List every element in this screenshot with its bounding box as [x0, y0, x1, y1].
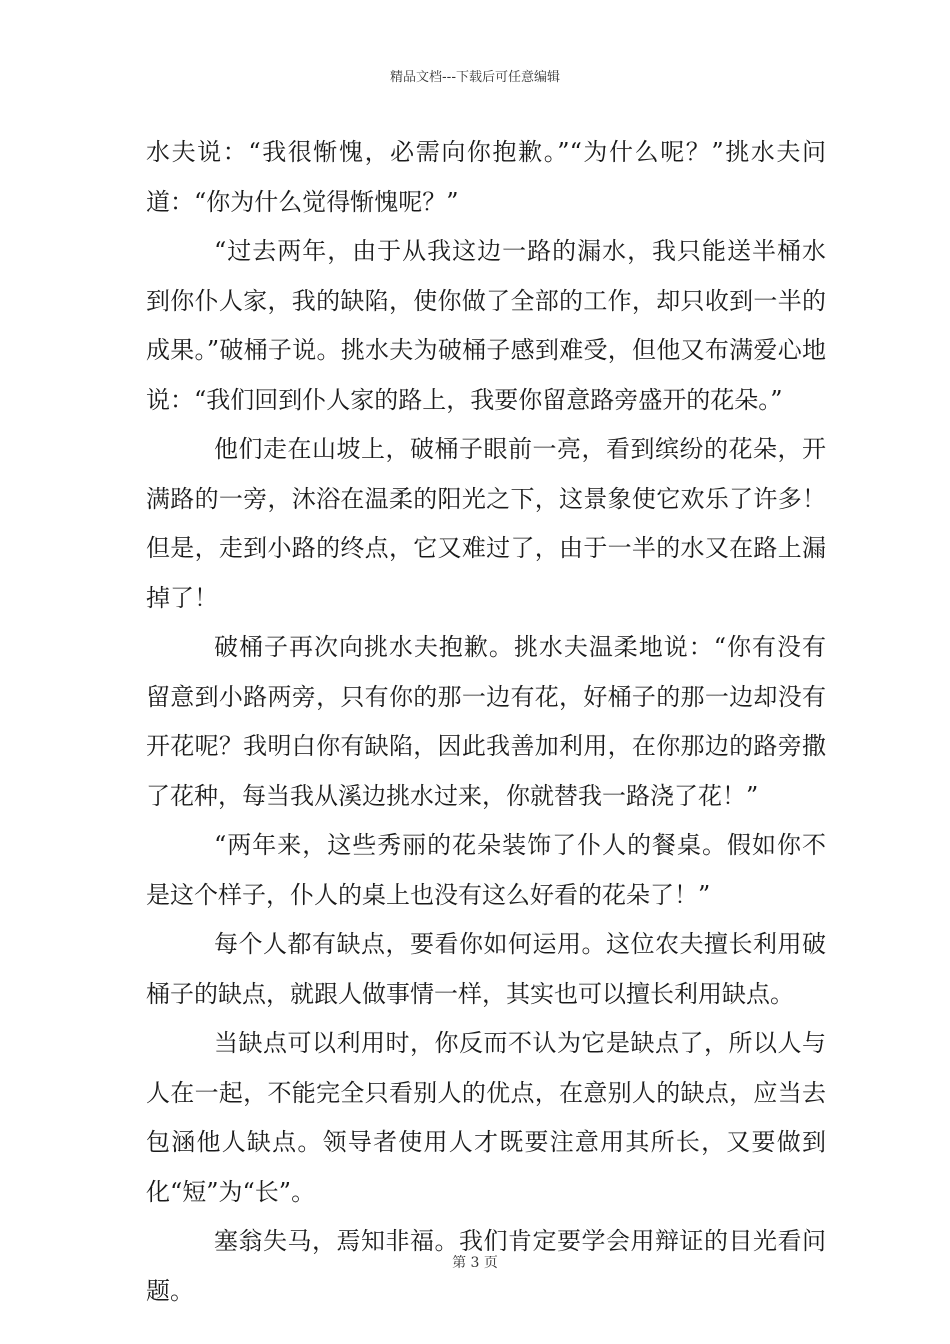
paragraph-2: “过去两年，由于从我这边一路的漏水，我只能送半桶水到你仆人家，我的缺陷，使你做了全部的工作，却只收到一半的成果。”破桶子说。挑水夫为破桶子感到难受，但他又布满爱心地说：“我们回到仆人家的路上，我要你留意路旁盛开的花朵。”: [146, 237, 826, 414]
paragraph-8: 塞翁失马，焉知非福。我们肯定要学会用辩证的目光看问题。: [146, 1227, 826, 1305]
paragraph-6: 每个人都有缺点，要看你如何运用。这位农夫擅长利用破桶子的缺点，就跟人做事情一样，其实也可以擅长利用缺点。: [146, 930, 826, 1008]
page-header: 精品文档---下载后可任意编辑: [389, 70, 561, 85]
document-body: [146, 128, 826, 1316]
paragraph-7: 当缺点可以利用时，你反而不认为它是缺点了，所以人与人在一起，不能完全只看别人的优点，在意别人的缺点，应当去包涵他人缺点。领导者使用人才既要注意用其所长，又要做到化“短”为“长”。: [146, 1029, 826, 1206]
paragraph-1: 水夫说：“我很惭愧，必需向你抱歉。”“为什么呢？”挑水夫问道：“你为什么觉得惭愧呢？”: [146, 138, 826, 216]
paragraph-3: 他们走在山坡上，破桶子眼前一亮，看到缤纷的花朵，开满路的一旁，沐浴在温柔的阳光之下，这景象使它欢乐了许多！但是，走到小路的终点，它又难过了，由于一半的水又在路上漏掉了！: [146, 435, 826, 612]
page-number: 第 3 页: [452, 1255, 498, 1271]
paragraph-4: 破桶子再次向挑水夫抱歉。挑水夫温柔地说：“你有没有留意到小路两旁，只有你的那一边有花，好桶子的那一边却没有开花呢？我明白你有缺陷，因此我善加利用，在你那边的路旁撒了花种，每当我从溪边挑水过来，你就替我一路浇了花！”: [146, 633, 826, 810]
paragraph-5: “两年来，这些秀丽的花朵装饰了仆人的餐桌。假如你不是这个样子，仆人的桌上也没有这么好看的花朵了！”: [146, 831, 826, 909]
